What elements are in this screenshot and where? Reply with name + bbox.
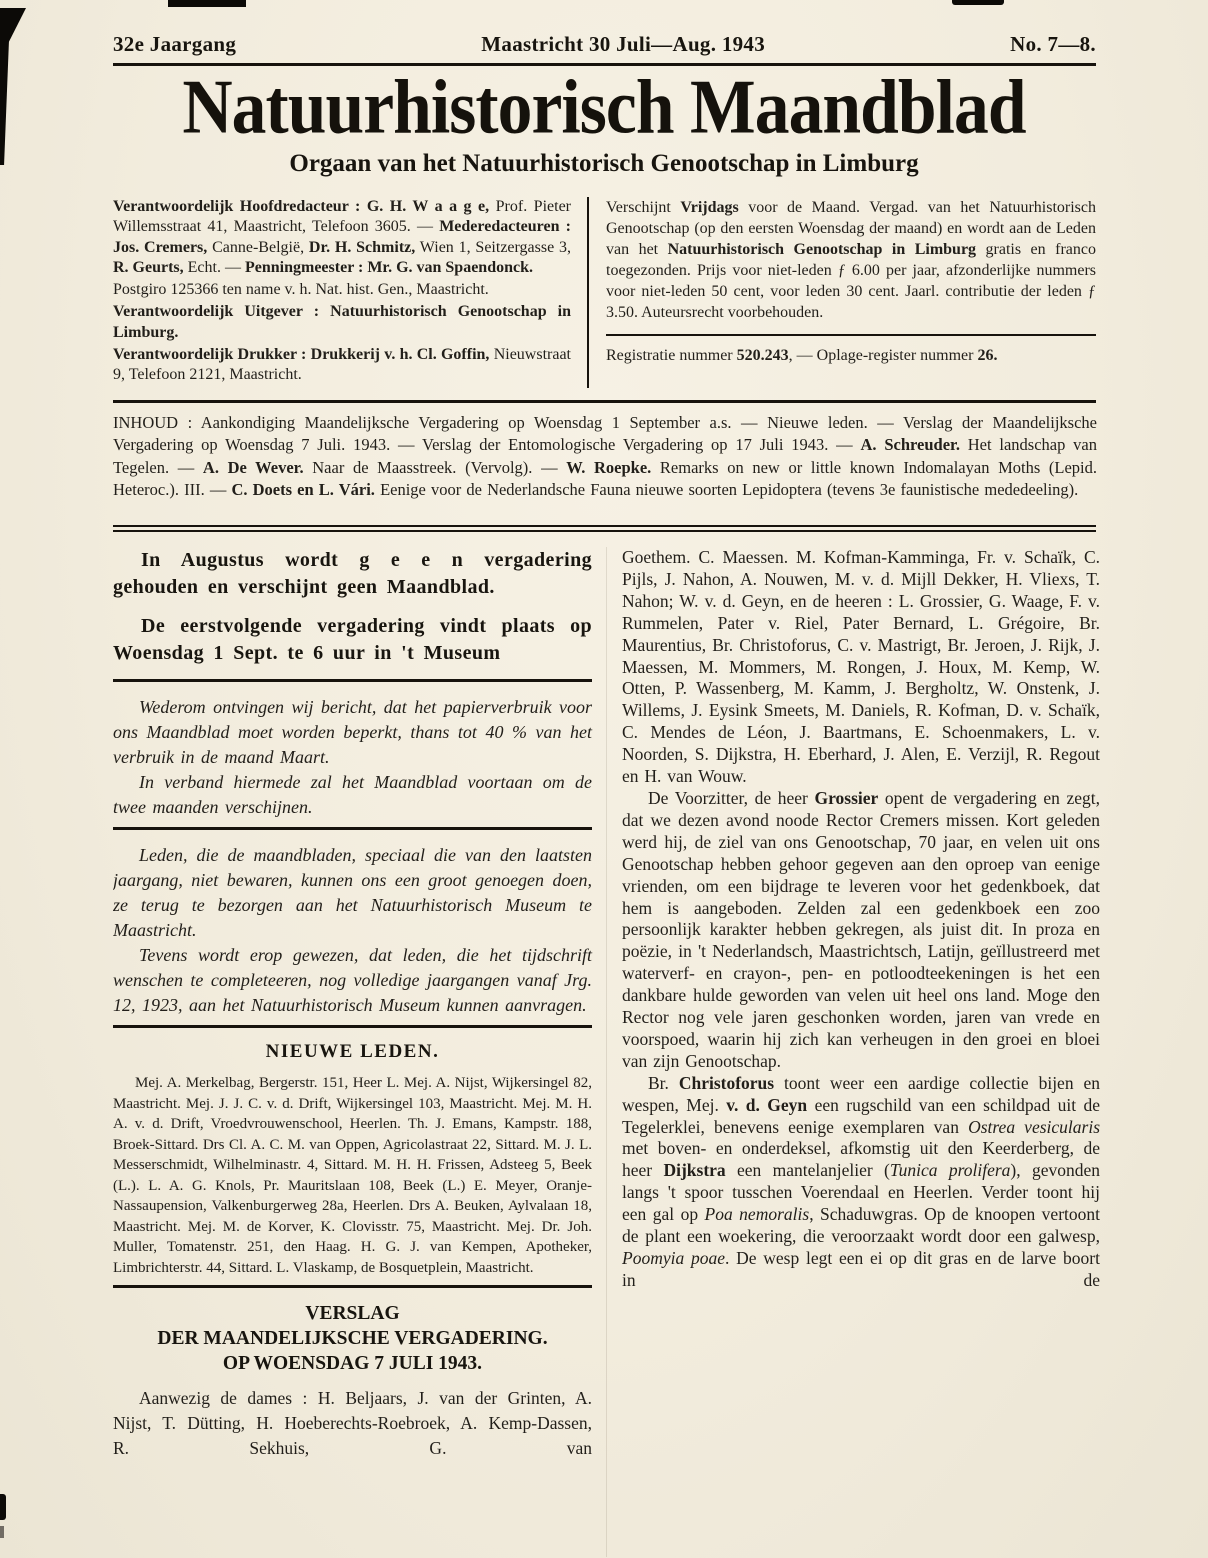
colophon-editorial: Verantwoordelijk Hoofdredacteur : G. H. W a a g e, Prof. Pieter Willemsstraat 41, Maastricht, Telefoon 3605. — Mederedacteuren : Jos. Cremers, Canne-België, Dr. H. Schmitz, Wien 1, Seitzergasse 3, R. Geurts, Echt. — Penningmeester : Mr. G. van Spaendonck. (113, 198, 572, 276)
divider-rule (113, 827, 592, 830)
colophon-left (113, 197, 587, 388)
registration-rule (606, 334, 1096, 336)
colophon-publication-info: Verschijnt Vrijdags voor de Maand. Vergad. van het Natuurhistorisch Genootschap (op den eersten Woensdag der maand) en wordt aan de Leden van het Natuurhistorisch Genootschap in Limburg gratis en franco toegezonden. Prijs voor niet-leden ƒ 6.00 per jaar, afzonderlijke nummers voor niet-leden 50 cent, voor leden 30 cent. Jaarl. contributie der leden ƒ 3.50. Auteursrecht voorbehouden. (606, 199, 1097, 321)
new-members-list: Mej. A. Merkelbag, Bergerstr. 151, Heer L. Mej. A. Nijst, Wijkersingel 82, Maastricht. Mej. J. J. C. v. d. Drift, Wijkersingel 103, Maastricht. Mej. M. H. A. v. d. Drift, Vroedvrouwenschool, Heerlen. Th. J. Emans, Kampstr. 188, Broek-Sittard. Drs Cl. A. C. M. van Oppen, Agricolastraat 22, Sittard. M. J. L. Messerschmidt, Wilhelminastr. 4, Sittard. M. H. H. Frissen, Adsteeg 5, Beek (L.). L. A. G. Knols, Pr. Mauritslaan 108, Beek (L.) E. Meyer, Oranje-Nassaupension, Valkenburgerweg 28a, Heerlen. Drs A. Beuken, Aylvalaan 18, Maastricht. Mej. M. de Korver, K. Clovisstr. 75, Maastricht. Mej. Dr. Joh. Muller, Tomatenstr. 251, den Haag. H. G. J. van Kempen, Apotheker, Limbrichterstr. 44, Sittard. L. Vlaskamp, de Bosquetplein, Maastricht. (113, 1075, 592, 1276)
announcement-no-august-meeting: In Augustus wordt g e e n vergadering gehouden en verschijnt geen Maandblad. (113, 549, 592, 598)
exhibits-paragraph: Br. Christoforus toont weer een aardige collectie bijen en wespen, Mej. v. d. Geyn een rugschild van een schildpad uit de Tegelerklei, benevens eenige exemplaren van Ostrea vesicularis met boven- en onderdeksel, afkomstig uit den Keerderberg, de heer Dijkstra een mantelanjelier (Tunica prolifera), gevonden langs 't spoor tusschen Voerendaal en Heerlen. Verder toont hij een gal op Poa nemoralis, Schaduwgras. Op de knoopen vertoont de plant een woekering, die veroorzaakt wordt door een galwesp, Poomyia poae. De wesp legt een ei op dit gras en de larve boort in de (622, 1072, 1100, 1290)
announcement-next-meeting: De eerstvolgende vergadering vindt plaats op Woensdag 1 Sept. te 6 uur in 't Museum (113, 615, 592, 664)
issue-date: Maastricht 30 Juli—Aug. 1943 (481, 32, 766, 56)
issue-header-row (113, 32, 1096, 57)
colophon-printer: Verantwoordelijk Drukker : Drukkerij v. h. Cl. Goffin, Nieuwstraat 9, Telefoon 2121, Maastricht. (113, 346, 571, 384)
contents-double-rule (113, 525, 1096, 532)
colophon-publisher: Verantwoordelijk Uitgever : Natuurhistorisch Genootschap in Limburg. (113, 303, 571, 341)
colophon-right (589, 197, 1096, 388)
scan-artifact (952, 0, 1004, 5)
divider-rule (113, 1285, 592, 1288)
scan-artifact (0, 1494, 6, 1520)
issue-number: No. 7—8. (1010, 32, 1096, 56)
attendees-continued: Goethem. C. Maessen. M. Kofman-Kamminga, Fr. v. Schaïk, C. Pijls, J. Nahon, A. Nouwen, M. v. d. Mijll Dekker, H. Vliexs, T. Nahon; W. v. d. Geyn, en de heeren : L. Grossier, G. Waage, F. v. Rummelen, Pater v. Riel, Pater Bernard, L. Grégoire, Br. Maurentius, Br. Christoforus, C. v. Mastrigt, Br. Jeroen, J. Rijk, J. Maessen, M. Mommers, M. Rongen, J. Houx, M. Kemp, W. Otten, P. Wassenberg, M. Kamm, J. Bergholtz, W. Onstenk, J. Willems, J. Eysink Smeets, M. Daniels, R. Kofman, D. v. Schaïk, C. Mendes de Léon, J. Baartmans, E. Schoenmakers, L. v. Noorden, S. Dijkstra, H. Eberhard, J. Alen, E. Verzijl, R. Regout en H. van Wouw. (622, 547, 1100, 787)
issue-volume: 32e Jaargang (113, 32, 237, 56)
chairman-speech-paragraph: De Voorzitter, de heer Grossier opent de vergadering en zegt, dat we dezen avond noode Rector Cremers missen. Kort geleden werd hij, de ziel van ons Genootschap, 70 jaar, en velen uit ons Genootschap hebben gehoor gegeven aan den oproep van eenige vrienden, om een bijdrage te leveren voor het gedenkboek, dat hem is aangeboden. Zelden zal een gedenkboek een zoo persoonlijk karakter hebben gekregen, als juist dit. In proza en poëzie, in 't Nederlandsch, Maastrichtsch, Latijn, geïllustreerd met waterverf- en crayon-, pen- en potloodteekeningen is het een dankbare hulde geworden van velen uit heel ons land. Moge den Rector nog vele jaren geschonken worden, jaren van vrede en voorspoed, waarin hij zich kan verheugen in den groei en bloei van zijn Genootschap. (622, 787, 1100, 1071)
column-gutter (592, 547, 622, 1557)
article-columns (113, 547, 1100, 1557)
bimonthly-notice: In verband hiermede zal het Maandblad voortaan om de twee maanden verschijnen. (113, 772, 592, 817)
new-members-heading: NIEUWE LEDEN. (265, 1041, 440, 1062)
left-column (113, 547, 592, 1557)
journal-title: Natuurhistorisch Maandblad (182, 65, 1026, 151)
meeting-report-heading-line3: OP WOENSDAG 7 JULI 1943. (222, 1353, 483, 1374)
complete-volumes-notice: Tevens wordt erop gewezen, dat leden, die het tijdschrift wenschen te completeeren, nog volledige jaargangen vanaf Jrg. 12, 1923, aan het Natuurhistorisch Museum kunnen aanvragen. (113, 945, 592, 1015)
paper-restriction-notice: Wederom ontvingen wij bericht, dat het papierverbruik voor ons Maandblad moet worden beperkt, thans tot 40 % van het verbruik in de maand Maart. (113, 697, 592, 767)
colophon (113, 197, 1096, 388)
attendees-paragraph: Aanwezig de dames : H. Beljaars, J. van der Grinten, A. Nijst, T. Dütting, H. Hoeberechts-Roebroek, A. Kemp-Dassen, R. Sekhuis, G. van (113, 1388, 592, 1458)
colophon-registration: Registratie nummer 520.243, — Oplage-register nummer 26. (606, 347, 998, 364)
right-column (622, 547, 1100, 1557)
scan-artifact (0, 40, 9, 165)
return-issues-notice: Leden, die de maandbladen, speciaal die van den laatsten jaargang, niet bewaren, kunnen ons een groot genoegen doen, ze terug te bezorgen aan het Natuurhistorisch Museum te Maastricht. (113, 845, 592, 940)
meeting-report-heading (113, 1301, 592, 1376)
table-of-contents (113, 412, 1097, 502)
colophon-postgiro: Postgiro 125366 ten name v. h. Nat. hist. Gen., Maastricht. (113, 281, 489, 299)
scan-artifact (168, 0, 246, 7)
colophon-bottom-rule (113, 400, 1096, 403)
scan-artifact (0, 1526, 4, 1538)
scan-artifact (0, 8, 26, 44)
divider-rule (113, 679, 592, 682)
meeting-report-heading-line1: VERSLAG (305, 1303, 400, 1324)
journal-subtitle: Orgaan van het Natuurhistorisch Genootschap in Limburg (289, 150, 919, 177)
meeting-report-heading-line2: DER MAANDELIJKSCHE VERGADERING. (157, 1328, 548, 1349)
table-of-contents-text: INHOUD : Aankondiging Maandelijksche Vergadering op Woensdag 1 September a.s. — Nieuwe leden. — Verslag der Maandelijksche Vergadering op Woensdag 7 Juli. 1943. — Verslag der Entomologische Vergadering op 17 Juli 1943. — A. Schreuder. Het landschap van Tegelen. — A. De Wever. Naar de Maasstreek. (Vervolg). — W. Roepke. Remarks on new or little known Indomalayan Moths (Lepid. Heteroc.). III. — C. Doets en L. Vári. Eenige voor de Nederlandsche Fauna nieuwe soorten Lepidoptera (tevens 3e faunistische mededeeling). (113, 413, 1098, 500)
divider-rule (113, 1025, 592, 1028)
